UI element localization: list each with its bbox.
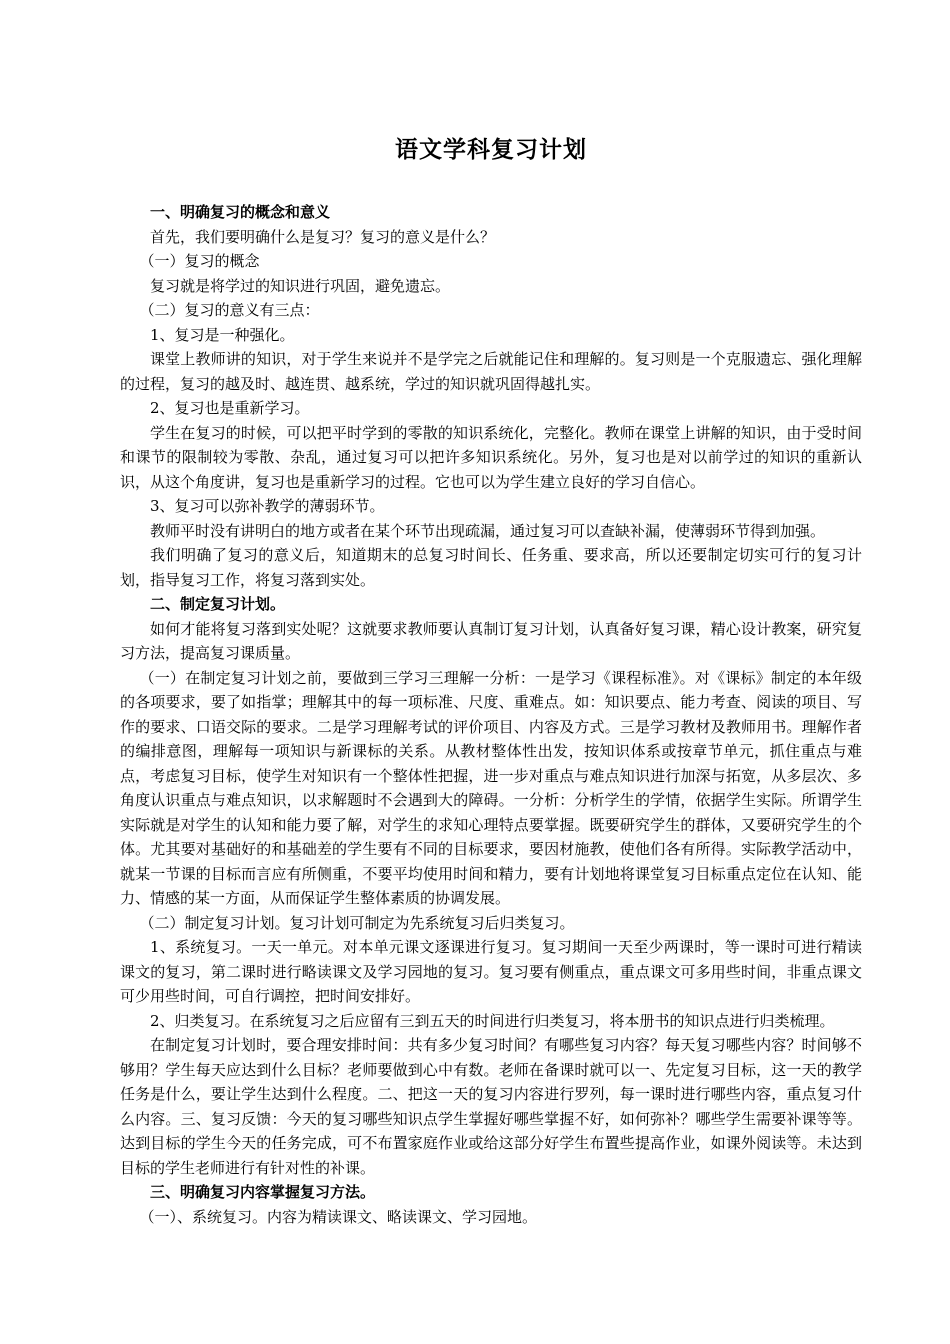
paragraph: 我们明确了复习的意义后，知道期末的总复习时间长、任务重、要求高，所以还要制定切实可行的复习计划，指导复习工作，将复习落到实处。: [120, 546, 862, 589]
document-body: [120, 132, 862, 1229]
section-heading: 一、明确复习的概念和意义: [150, 203, 331, 221]
document-title: 语文学科复习计划: [395, 137, 587, 163]
list-item: 3、复习可以弥补教学的薄弱环节。: [150, 497, 385, 515]
paragraph: 学生在复习的时候，可以把平时学到的零散的知识系统化，完整化。教师在课堂上讲解的知识，由于受时间和课节的限制较为零散、杂乱，通过复习可以把许多知识系统化。另外，复习也是对以前学过的知识的重新认识，从这个角度讲，复习也是重新学习的过程。它也可以为学生建立良好的学习自信心。: [120, 423, 862, 491]
subheading: （二）复习的意义有三点：: [139, 301, 320, 319]
section-heading: 二、制定复习计划。: [150, 595, 286, 613]
section-heading: 三、明确复习内容掌握复习方法。: [150, 1183, 376, 1201]
list-item: 1、复习是一种强化。: [150, 325, 295, 344]
subheading: （二）制定复习计划。复习计划可制定为先系统复习后归类复习。: [139, 913, 575, 932]
subheading: （一）、系统复习。内容为精读课文、略读课文、学习园地。: [139, 1207, 538, 1226]
paragraph: 2、归类复习。在系统复习之后应留有三到五天的时间进行归类复习，将本册书的知识点进行归类梳理。: [150, 1011, 835, 1030]
paragraph: 复习就是将学过的知识进行巩固，避免遗忘。: [150, 276, 451, 295]
paragraph: 课堂上教师讲的知识，对于学生来说并不是学完之后就能记住和理解的。复习则是一个克服遗忘、强化理解的过程，复习的越及时、越连贯、越系统，学过的知识就巩固得越扎实。: [120, 350, 862, 393]
paragraph: 首先，我们要明确什么是复习？复习的意义是什么？: [150, 227, 496, 246]
paragraph: （一）在制定复习计划之前，要做到三学习三理解一分析：一是学习《课程标准》。对《课标》制定的本年级的各项要求，要了如指掌；理解其中的每一项标准、尺度、重难点。如：知识要点、能力考查、阅读的项目、写作的要求、口语交际的要求。二是学习理解考试的评价项目、内容及方式。三是学习教材及教师用书。理解作者的编排意图，理解每一项知识与新课标的关系。从教材整体性出发，按知识体系或按章节单元，抓住重点与难点，考虑复习目标，使学生对知识有一个整体性把握，进一步对重点与难点知识进行加深与拓宽，从多层次、多角度认识重点与难点知识，以求解题时不会遇到大的障碍。一分析：分析学生的学情，依据学生实际。所谓学生实际就是对学生的认知和能力要了解，对学生的求知心理特点要掌握。既要研究学生的群体，又要研究学生的个体。尤其要对基础好的和基础差的学生要有不同的目标要求，要因材施教，使他们各有所得。实际教学活动中，就某一节课的目标而言应有所侧重，不要平均使用时间和精力，要有计划地将课堂复习目标重点定位在认知、能力、情感的某一方面，从而保证学生整体素质的协调发展。: [120, 668, 862, 907]
paragraph: 教师平时没有讲明白的地方或者在某个环节出现疏漏，通过复习可以查缺补漏，使薄弱环节得到加强。: [150, 521, 826, 540]
paragraph: 如何才能将复习落到实处呢？这就要求教师要认真制订复习计划，认真备好复习课，精心设计教案，研究复习方法，提高复习课质量。: [120, 619, 862, 662]
subheading: （一）复习的概念: [139, 252, 260, 270]
list-item: 2、复习也是重新学习。: [150, 399, 310, 417]
paragraph: 1、系统复习。一天一单元。对本单元课文逐课进行复习。复习期间一天至少两课时，等一课时可进行精读课文的复习，第二课时进行略读课文及学习园地的复习。复习要有侧重点，重点课文可多用些时间，非重点课文可少用些时间，可自行调控，把时间安排好。: [120, 938, 862, 1005]
paragraph: 在制定复习计划时，要合理安排时间：共有多少复习时间？有哪些复习内容？每天复习哪些内容？时间够不够用？学生每天应达到什么目标？老师要做到心中有数。老师在备课时就可以一、先定复习目标，这一天的教学任务是什么，要让学生达到什么程度。二、把这一天的复习内容进行罗列，每一课时进行哪些内容，重点复习什么内容。三、复习反馈：今天的复习哪些知识点学生掌握好哪些掌握不好，如何弥补？哪些学生需要补课等等。达到目标的学生今天的任务完成，可不布置家庭作业或给这部分好学生布置些提高作业，如课外阅读等。未达到目标的学生老师进行有针对性的补课。: [120, 1036, 862, 1177]
